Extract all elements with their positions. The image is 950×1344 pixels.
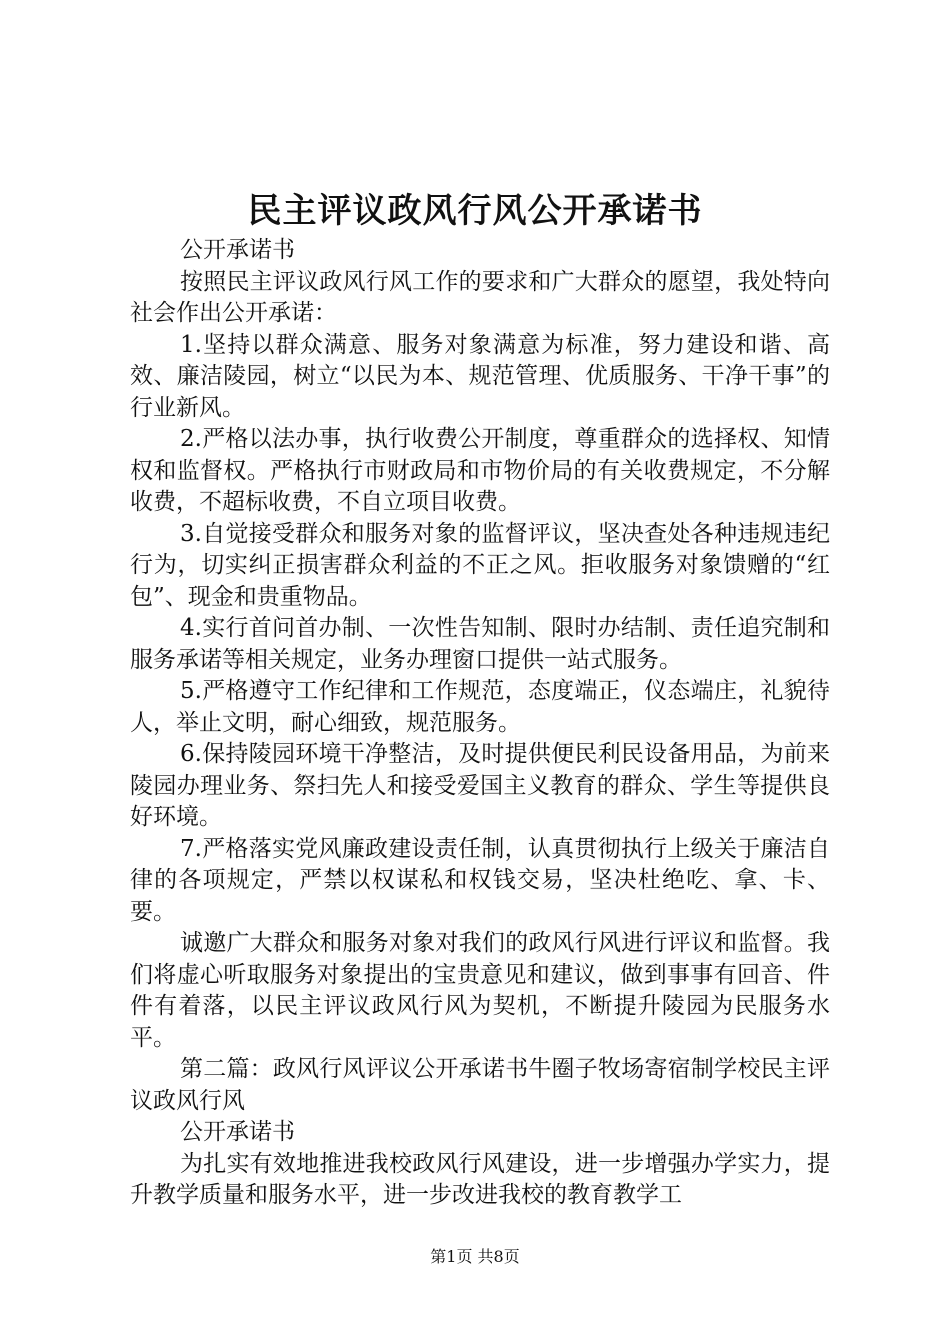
paragraph-1: 公开承诺书 xyxy=(180,237,295,263)
paragraph-11: 第二篇：政风行风评议公开承诺书牛圈子牧场寄宿制学校民主评议政风行风 xyxy=(130,1056,830,1114)
paragraph-12: 公开承诺书 xyxy=(180,1119,295,1145)
document-title: 民主评议政风行风公开承诺书 xyxy=(247,191,703,231)
paragraph-6: 4.实行首问首办制、一次性告知制、限时办结制、责任追究制和服务承诺等相关规定，业务办理窗口提供一站式服务。 xyxy=(130,615,830,673)
paragraph-7: 5.严格遵守工作纪律和工作规范，态度端正，仪态端庄，礼貌待人，举止文明，耐心细致，规范服务。 xyxy=(130,678,830,736)
paragraph-13: 为扎实有效地推进我校政风行风建设，进一步增强办学实力，提升教学质量和服务水平，进一步改进我校的教育教学工 xyxy=(130,1150,830,1208)
paragraph-2: 按照民主评议政风行风工作的要求和广大群众的愿望，我处特向社会作出公开承诺： xyxy=(130,268,830,326)
paragraph-8: 6.保持陵园环境干净整洁，及时提供便民利民设备用品，为前来陵园办理业务、祭扫先人和接受爱国主义教育的群众、学生等提供良好环境。 xyxy=(130,741,830,830)
document-body xyxy=(130,235,830,1212)
page-number-footer: 第1页 共8页 xyxy=(430,1247,520,1266)
paragraph-3: 1.坚持以群众满意、服务对象满意为标准，努力建设和谐、高效、廉洁陵园，树立“以民为本、规范管理、优质服务、干净干事”的行业新风。 xyxy=(130,331,830,421)
paragraph-9: 7.严格落实党风廉政建设责任制，认真贯彻执行上级关于廉洁自律的各项规定，严禁以权谋私和权钱交易，坚决杜绝吃、拿、卡、要。 xyxy=(130,835,830,925)
paragraph-5: 3.自觉接受群众和服务对象的监督评议，坚决查处各种违规违纪行为，切实纠正损害群众利益的不正之风。拒收服务对象馈赠的“红包”、现金和贵重物品。 xyxy=(130,520,830,610)
paragraph-4: 2.严格以法办事，执行收费公开制度，尊重群众的选择权、知情权和监督权。严格执行市财政局和市物价局的有关收费规定，不分解收费，不超标收费，不自立项目收费。 xyxy=(130,426,830,515)
paragraph-10: 诚邀广大群众和服务对象对我们的政风行风进行评议和监督。我们将虚心听取服务对象提出的宝贵意见和建议，做到事事有回音、件件有着落，以民主评议政风行风为契机，不断提升陵园为民服务水平。 xyxy=(130,930,830,1051)
